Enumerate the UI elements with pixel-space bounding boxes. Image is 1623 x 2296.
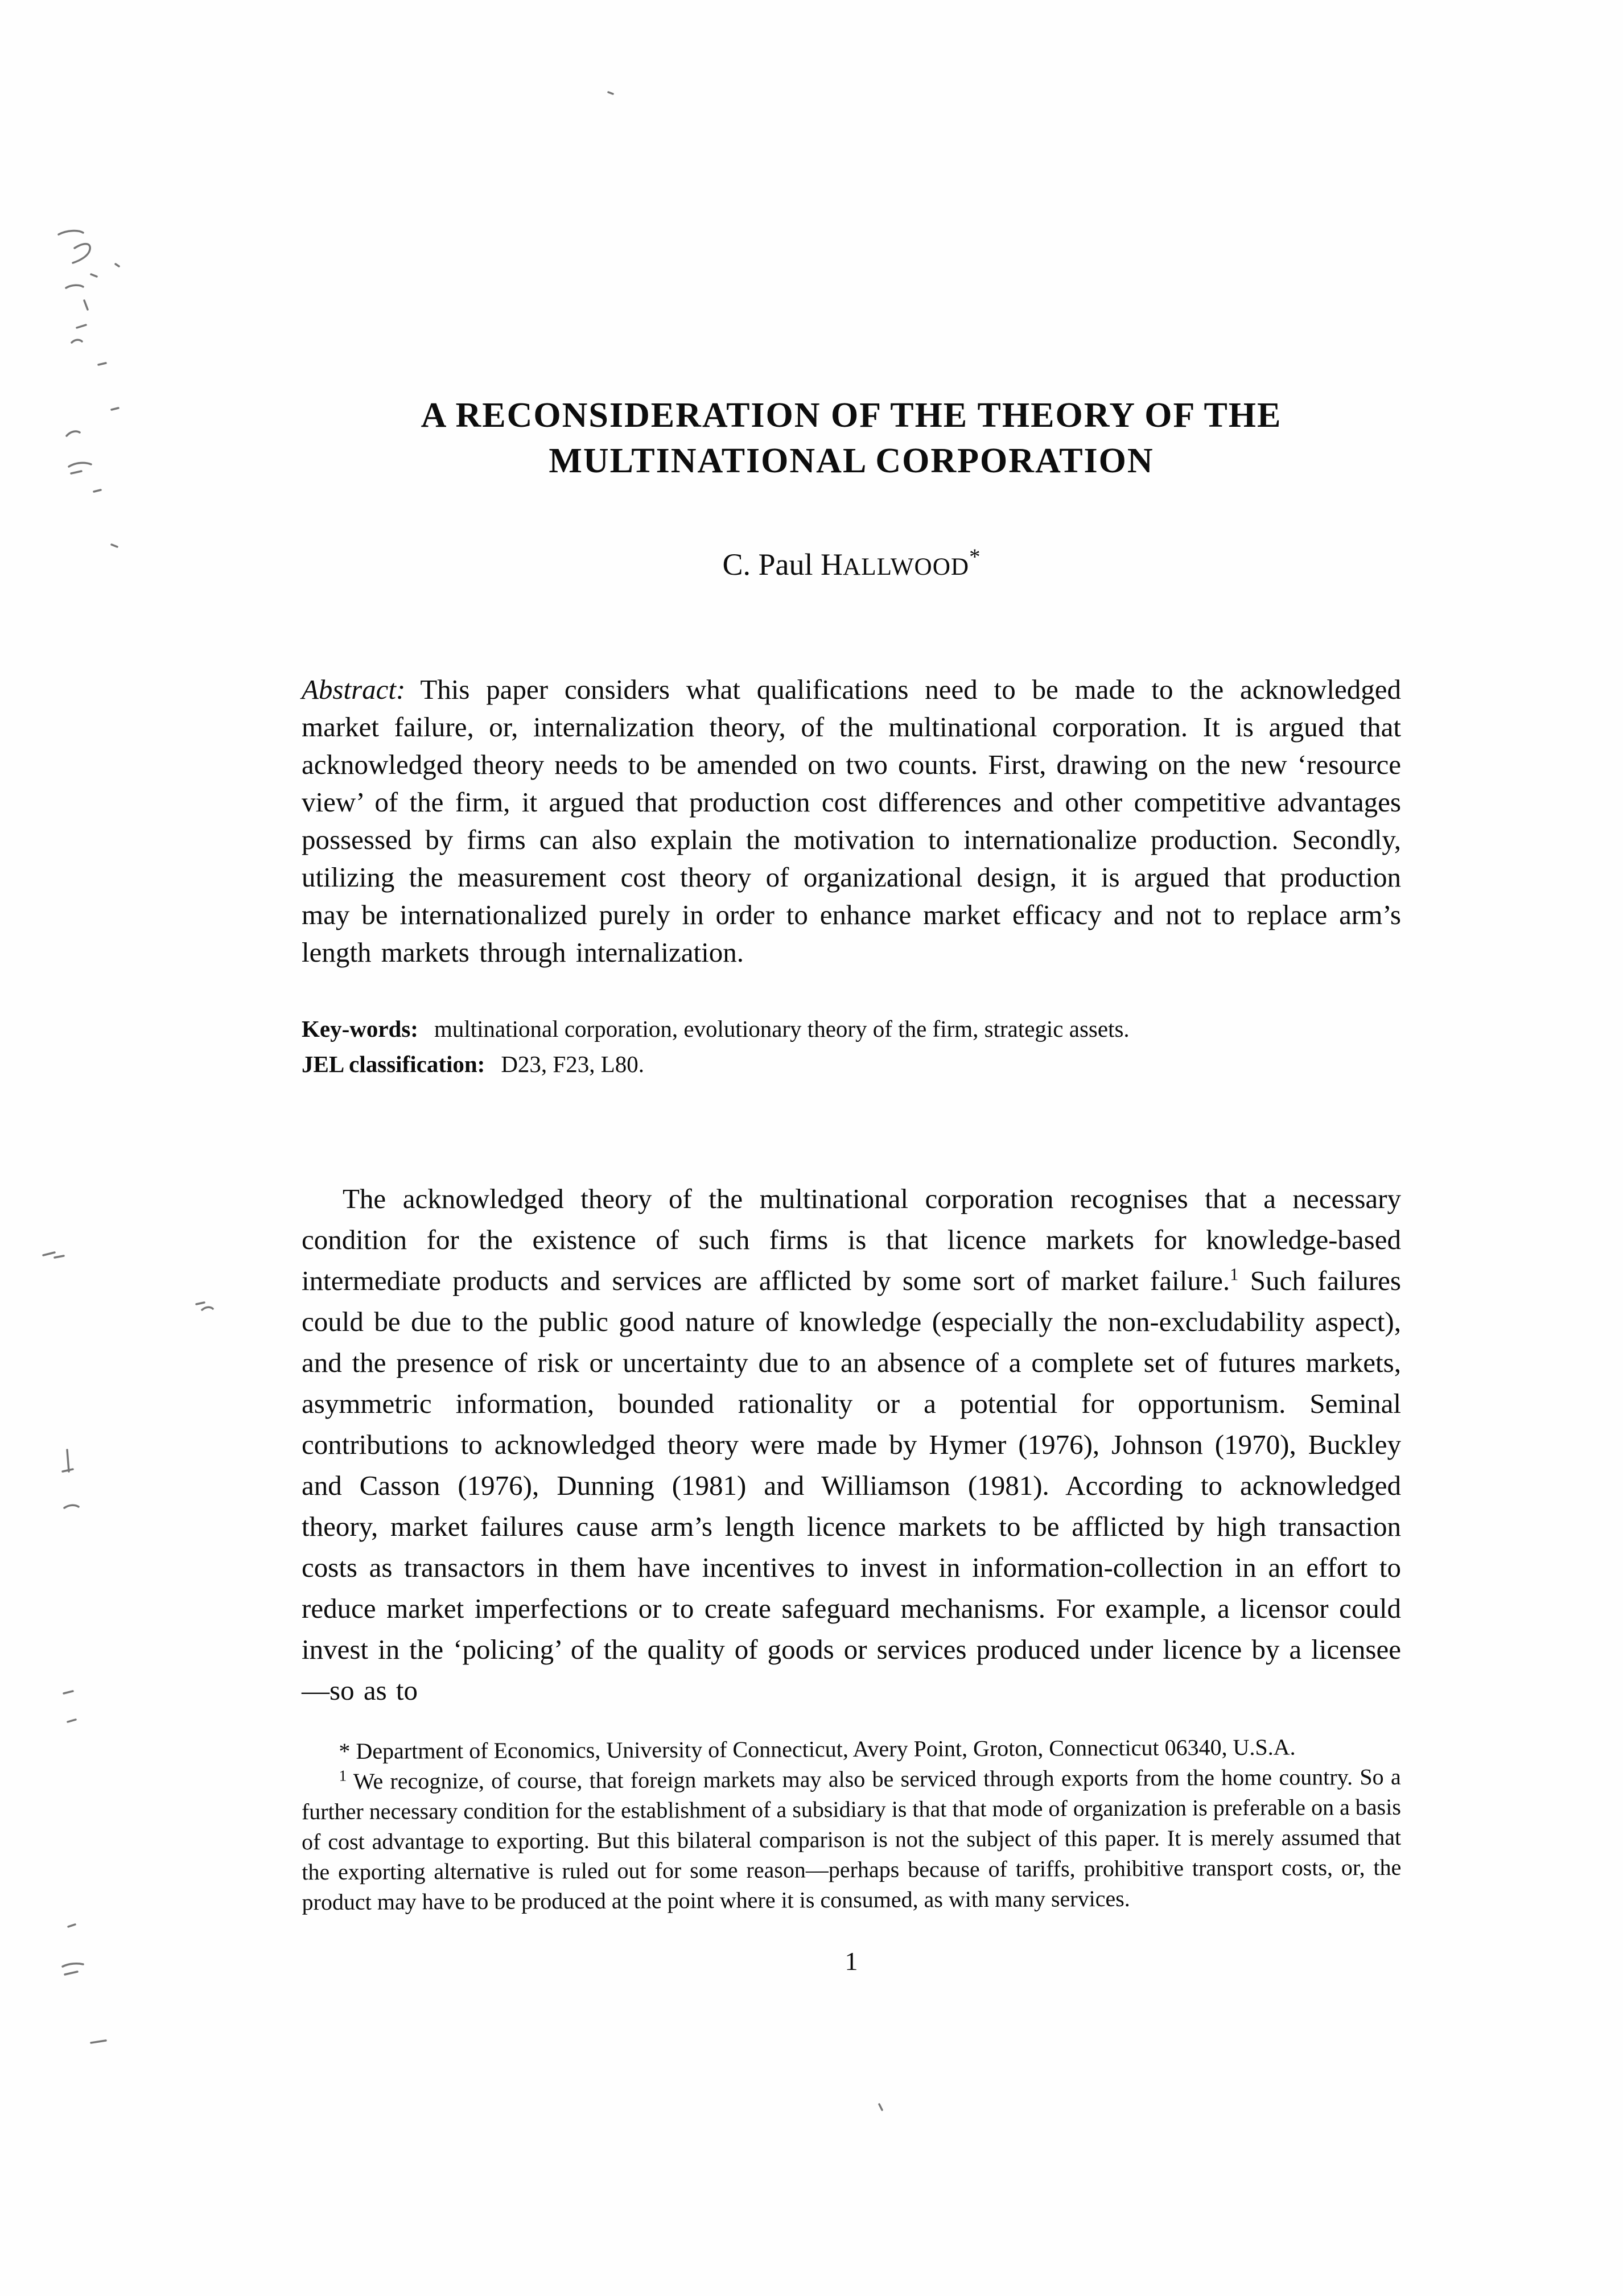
pencil-mark (112, 545, 117, 547)
pencil-mark (68, 1720, 76, 1722)
pencil-mark (77, 325, 86, 328)
body-text-after-fnref: Such failures could be due to the public good nature of knowledge (especially the non-excludability aspect), and the presence of risk or uncertainty due to an absence of a complete set of futures markets, asymmetric information, bounded rationality or a potential for opportunism. Seminal contributions to acknowledged theory were made by Hymer (1976), Johnson (1970), Buckley and Casson (1976), Dunning (1981) and Williamson (1981). According to acknowledged theory, market failures cause arm’s length licence markets to be afflicted by high transaction costs as transactors in them have incentives to invest in information-collection in an effort to reduce market imperfections or to create safeguard mechanisms. For example, a licensor could invest in the ‘policing’ of the quality of goods or services produced under licence by a licensee—so as to (302, 1265, 1401, 1706)
pencil-mark (196, 1302, 204, 1304)
pencil-mark (94, 490, 101, 492)
page-number: 1 (845, 1947, 858, 1976)
footnote-ref-1: 1 (1230, 1264, 1239, 1284)
pencil-mark (91, 274, 97, 277)
affiliation-marker: * (339, 1738, 351, 1764)
author-surname: ALLWOOD (843, 554, 970, 580)
pencil-mark (72, 340, 82, 343)
pencil-mark (55, 1256, 64, 1258)
author-line (302, 546, 1401, 586)
jel-text: D23, F23, L80. (501, 1051, 645, 1077)
author-name-prefix: C. Paul H (722, 547, 843, 582)
pencil-mark (64, 1691, 73, 1693)
footnote-affiliation (301, 1732, 1400, 1766)
pencil-mark (64, 1505, 79, 1508)
pencil-mark (66, 285, 83, 288)
keywords-label: Key-words: (302, 1016, 418, 1042)
pencil-mark (71, 471, 81, 473)
author-footnote-marker: * (969, 545, 981, 569)
pencil-mark (91, 2041, 106, 2043)
keywords-line (302, 1011, 1401, 1046)
keywords-block (302, 1011, 1401, 1082)
paper-title (302, 393, 1401, 484)
pencil-mark (67, 431, 80, 436)
footnote-1-text: We recognize, of course, that foreign markets may also be serviced through exports from the home country. So a further necessary condition for the establishment of a subsidiary is that that mode of organization is preferable on a basis of cost advantage to exporting. But this bilateral comparison is not the subject of this paper. It is merely assumed that the exporting alternative is ruled out for some reason—perhaps because of tariffs, prohibitive transport costs, or, the product may have to be produced at the point where it is consumed, as with many services. (301, 1763, 1402, 1915)
pencil-mark (73, 244, 90, 263)
pencil-mark (84, 300, 88, 310)
pencil-mark (68, 1924, 75, 1927)
abstract-label: Abstract: (302, 674, 406, 705)
affiliation-text: Department of Economics, University of Connecticut, Avery Point, Groton, Connecticut 06340, U.S.A. (350, 1734, 1296, 1764)
pencil-mark (98, 363, 106, 365)
footnotes-section (301, 1732, 1401, 1917)
text-column (302, 0, 1401, 1976)
pencil-mark (59, 231, 83, 234)
footnote-1 (302, 1762, 1402, 1917)
jel-line (302, 1046, 1401, 1082)
body-paragraph (302, 1178, 1401, 1711)
pencil-mark (63, 1964, 83, 1967)
pencil-mark (43, 1252, 55, 1255)
pencil-mark (112, 408, 118, 410)
pencil-mark (65, 1972, 77, 1975)
pencil-mark (67, 1450, 69, 1471)
pencil-mark (202, 1307, 213, 1310)
pencil-mark (879, 2104, 882, 2110)
paper-title-line2: MULTINATIONAL CORPORATION (549, 442, 1154, 480)
abstract-text: This paper considers what qualifications need to be made to the acknowledged market failure, or, internalization theory, of the multinational corporation. It is argued that acknowledged theory needs to be amended on two counts. First, drawing on the new ‘resource view’ of the firm, it argued that production cost differences and other competitive advantages possessed by firms can also explain the motivation to internationalize production. Secondly, utilizing the measurement cost theory of organizational design, it is argued that production may be internationalized purely in order to enhance market efficacy and not to replace arm’s length markets through internalization. (302, 674, 1401, 968)
paper-title-line1: A RECONSIDERATION OF THE THEORY OF THE (421, 396, 1282, 435)
keywords-text: multinational corporation, evolutionary theory of the firm, strategic assets. (434, 1016, 1130, 1042)
pencil-mark (69, 463, 91, 467)
jel-label: JEL classification: (302, 1051, 485, 1077)
pencil-mark (63, 1469, 73, 1471)
body-text-before-fnref: The acknowledged theory of the multinational corporation recognises that a necessary condition for the existence of such firms is that licence markets for knowledge-based intermediate products and services are afflicted by some sort of market failure. (302, 1183, 1401, 1296)
pencil-mark (116, 264, 119, 266)
abstract-paragraph (302, 671, 1401, 971)
footnote-1-marker: 1 (339, 1767, 347, 1784)
